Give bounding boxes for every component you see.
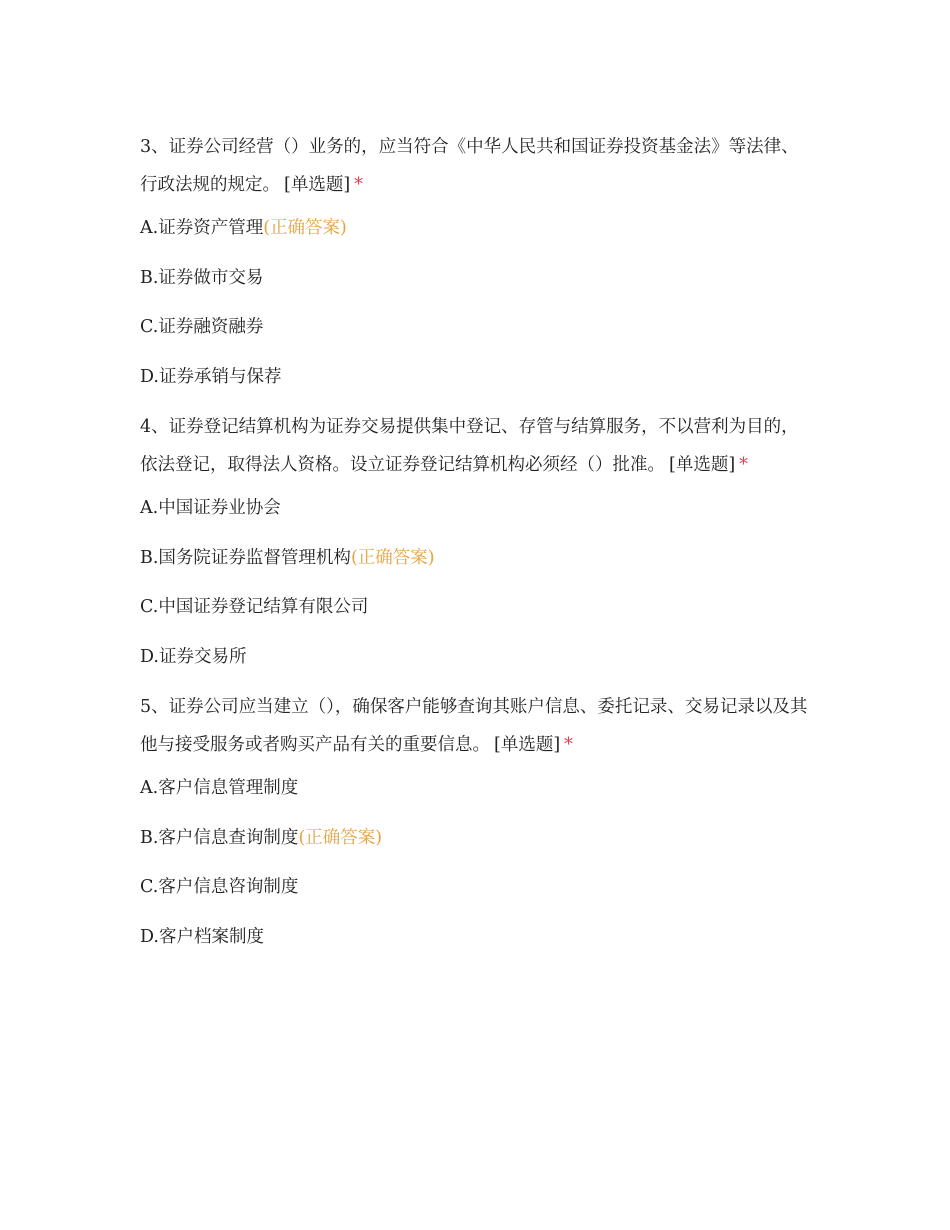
required-mark: * (354, 175, 363, 195)
option-label: A.中国证券业协会 (140, 498, 281, 518)
option-label: C.证券融资融券 (140, 317, 264, 337)
option-d (140, 645, 812, 669)
question-text (140, 408, 812, 484)
question-stem: 5、证券公司应当建立（），确保客户能够查询其账户信息、委托记录、交易记录以及其他与接受服务或者购买产品有关的重要信息。 (140, 697, 808, 755)
option-label: C.客户信息咨询制度 (140, 877, 299, 897)
option-a (140, 216, 812, 240)
option-label: D.客户档案制度 (140, 926, 264, 947)
option-list (140, 776, 812, 949)
correct-answer-note: (正确答案) (350, 547, 435, 568)
option-label: D.证券承销与保荐 (140, 366, 282, 387)
question-3 (140, 128, 812, 389)
correct-answer-note: (正确答案) (298, 827, 383, 848)
question-type-label: [单选题] (494, 735, 561, 755)
question-text (140, 688, 812, 764)
option-label: A.客户信息管理制度 (140, 778, 299, 798)
question-list (140, 128, 812, 974)
question-5 (140, 688, 812, 949)
required-mark: * (739, 455, 748, 475)
question-4 (140, 408, 812, 669)
question-text (140, 128, 812, 204)
option-d (140, 365, 812, 389)
option-b (140, 826, 812, 850)
option-label: C.中国证券登记结算有限公司 (140, 597, 369, 617)
option-label: B.证券做市交易 (140, 267, 264, 288)
option-list (140, 216, 812, 389)
option-label: A.证券资产管理 (140, 218, 264, 238)
option-label: B.客户信息查询制度 (140, 827, 299, 848)
option-b (140, 266, 812, 290)
question-stem: 3、证券公司经营（）业务的，应当符合《中华人民共和国证券投资基金法》等法律、行政法规的规定。 (140, 137, 799, 195)
question-stem: 4、证券登记结算机构为证券交易提供集中登记、存管与结算服务，不以营利为目的，依法登记，取得法人资格。设立证券登记结算机构必须经（）批准。 (140, 417, 799, 475)
option-a (140, 496, 812, 520)
option-list (140, 496, 812, 669)
option-label: D.证券交易所 (140, 646, 247, 667)
question-type-label: [单选题] (669, 455, 736, 475)
option-label: B.国务院证券监督管理机构 (140, 547, 351, 568)
option-b (140, 546, 812, 570)
option-c (140, 595, 812, 619)
option-c (140, 875, 812, 899)
required-mark: * (564, 735, 573, 755)
option-c (140, 315, 812, 339)
correct-answer-note: (正确答案) (263, 218, 347, 238)
question-type-label: [单选题] (284, 175, 351, 195)
option-a (140, 776, 812, 800)
option-d (140, 925, 812, 949)
